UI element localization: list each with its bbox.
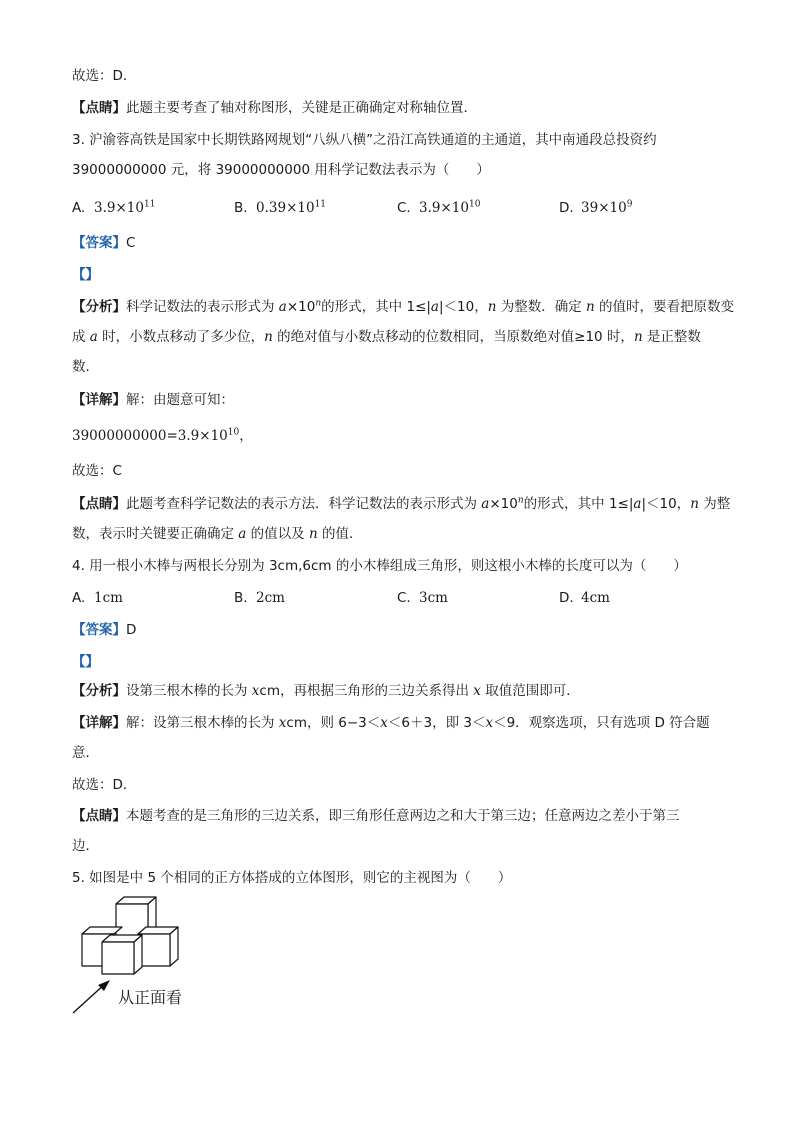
q3-option-c[interactable]: C. $3.9\times 10^{10}$ [397,199,481,216]
review-tag: 【点睛】 [72,100,126,116]
q3-option-b[interactable]: B. $0.39\times 10^{11}$ [234,199,327,216]
q3-review-line1: 【点睛】此题考查科学记数法的表示方法．科学记数法的表示形式为 $a\times 10^n$的形式，其中 1≤|a|＜10，n 为整 [72,495,731,512]
answer-tag: 【答案】 [72,235,126,251]
view-direction-arrow [70,977,115,1017]
q3-calculation: $39000000000=3.9\times 10^{10}$， [72,427,253,444]
q2-review [72,98,477,118]
q4-blank-bracket: 【】 [72,654,99,670]
q3-analysis-line2: 成 a 时，小数点移动了多少位，n 的绝对值与小数点移动的位数相同，当原数绝对值≥10 时，n 是正整数 [72,329,701,345]
q4-analysis: 【分析】设第三根木棒的长为 xcm，再根据三角形的三边关系得出 x 取值范围即可． [72,683,580,699]
q4-option-c[interactable]: C. 3cm [397,590,448,606]
q4-review-line2: 边． [72,838,99,854]
cube-right [138,927,178,966]
q4-choose: 故选：D． [72,777,137,793]
q3-option-a[interactable]: A. $3.9\times 10^{11}$ [72,199,156,216]
q3-review-line2: 数，表示时关键要正确确定 a 的值以及 n 的值． [72,526,363,542]
q3-analysis-line3: 数． [72,359,99,375]
choose-line-q2: 故选：D． [72,68,137,84]
cube-figure [74,895,214,985]
q3-stem-line1: 3. 沪渝蓉高铁是国家中长期铁路网规划“八纵八横”之沿江高铁通道的主通道，其中南通段总投资约 [72,132,657,148]
q4-option-a[interactable]: A. 1cm [72,590,123,606]
view-caption: 从正面看 [118,988,183,1007]
q4-detail-line1: 【详解】解：设第三根木棒的长为 xcm，则 6−3＜x＜6＋3，即 3＜x＜9．观察选项，只有选项 D 符合题 [72,715,710,731]
answer-value: C [126,235,136,251]
q4-option-d[interactable]: D. 4cm [559,590,610,606]
q3-stem-line2: 39000000000 元，将 39000000000 用科学记数法表示为（ ） [72,162,490,178]
q5-stem: 5. 如图是中 5 个相同的正方体搭成的立体图形，则它的主视图为（ ） [72,870,512,886]
q3-analysis-line1: 【分析】科学记数法的表示形式为 $a\times 10^n$的形式，其中 1≤|a|＜10，n 为整数．确定 n 的值时，要看把原数变 [72,298,734,315]
q4-option-b[interactable]: B. 2cm [234,590,285,606]
q3-detail: 【详解】解：由题意可知： [72,392,234,408]
cube-front [102,935,142,974]
q4-answer: 【答案】D [72,622,137,638]
q4-stem: 4. 用一根小木棒与两根长分别为 3cm,6cm 的小木棒组成三角形，则这根小木棒的长度可以为（ ） [72,558,687,574]
q4-review-line1: 【点睛】本题考查的是三角形的三边关系，即三角形任意两边之和大于第三边；任意两边之差小于第三 [72,808,680,824]
q3-blank-bracket: 【】 [72,267,99,283]
q3-choose: 故选：C [72,463,122,479]
q4-detail-line2: 意． [72,745,99,761]
review-text: 此题主要考查了轴对称图形，关键是正确确定对称轴位置． [126,100,477,116]
q3-option-d[interactable]: D. $39\times 10^9$ [559,199,633,216]
q3-answer [72,233,135,253]
